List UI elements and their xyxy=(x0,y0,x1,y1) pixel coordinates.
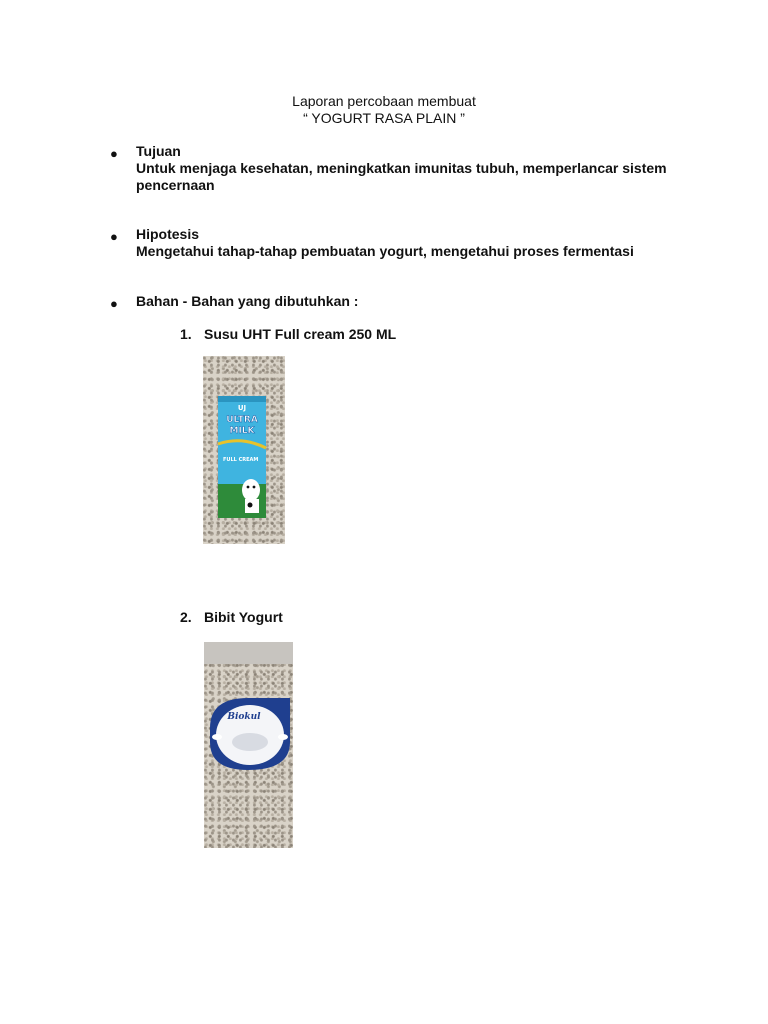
bullet-hipotesis: ● xyxy=(110,229,118,244)
lid-badge-left xyxy=(212,734,222,740)
section-hipotesis-text: Mengetahui tahap-tahap pembuatan yogurt, mengetahui proses fermentasi xyxy=(136,243,634,259)
carton-top xyxy=(218,396,266,402)
milk-carton-photo xyxy=(203,356,285,544)
bullet-bahan: ● xyxy=(110,296,118,311)
section-tujuan xyxy=(136,143,696,194)
cow-eye-left xyxy=(247,486,250,489)
carton-variant: FULL CREAM xyxy=(223,457,259,463)
carton-brand-top: UJ xyxy=(237,404,247,412)
item-1-number: 1. xyxy=(180,326,192,342)
cow-spot xyxy=(248,503,253,508)
section-bahan xyxy=(136,293,696,310)
item-2-label: Bibit Yogurt xyxy=(204,609,283,625)
carton-brand-line1: ULTRA xyxy=(226,415,258,425)
lid-badge-right xyxy=(278,734,288,740)
milk-carton-image xyxy=(203,356,285,544)
section-hipotesis-heading: Hipotesis xyxy=(136,226,200,242)
section-tujuan-text: Untuk menjaga kesehatan, meningkatkan imunitas tubuh, memperlancar sistem pencernaan xyxy=(136,160,667,193)
document-title-line2: “ YOGURT RASA PLAIN ” xyxy=(303,110,465,126)
item-1-label: Susu UHT Full cream 250 ML xyxy=(204,326,397,342)
item-2-number: 2. xyxy=(180,609,192,625)
yogurt-cup-image xyxy=(204,642,293,848)
cow-head xyxy=(242,479,260,501)
section-bahan-heading: Bahan - Bahan yang dibutuhkan : xyxy=(136,293,359,309)
yogurt-cup-photo xyxy=(204,642,293,848)
document-title-line1: Laporan percobaan membuat xyxy=(292,93,476,109)
yogurt-brand: Biokul xyxy=(227,712,261,722)
background-wall xyxy=(204,642,293,664)
cow-eye-right xyxy=(253,486,256,489)
carton-brand-line2: MILK xyxy=(229,426,255,436)
section-hipotesis xyxy=(136,226,696,260)
section-tujuan-heading: Tujuan xyxy=(136,143,181,159)
yogurt-lid-emboss xyxy=(232,733,268,751)
bullet-tujuan: ● xyxy=(110,146,118,161)
